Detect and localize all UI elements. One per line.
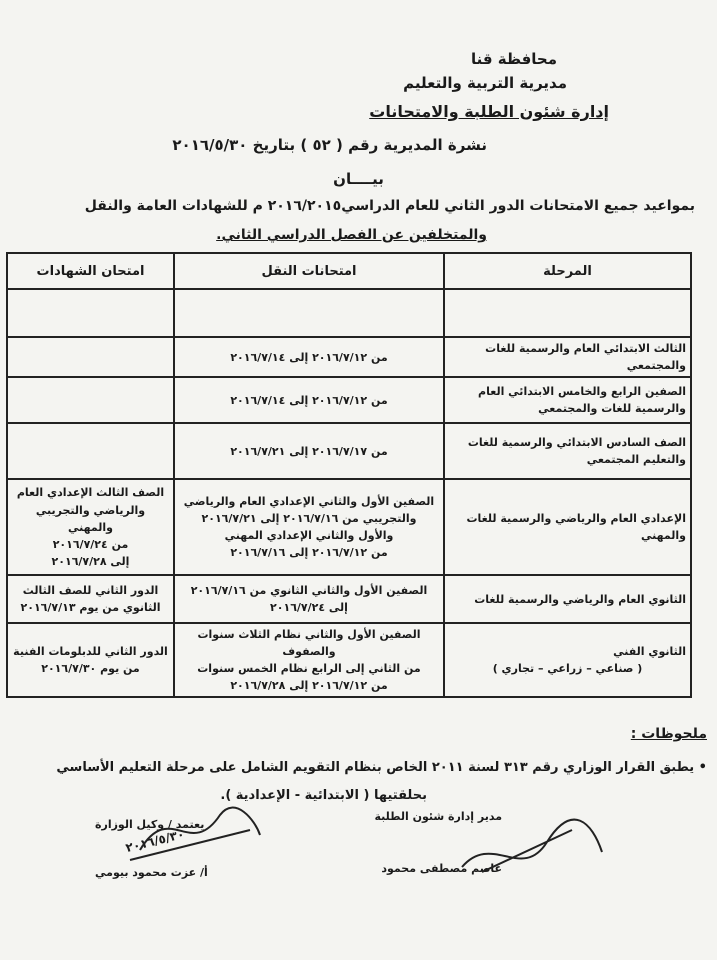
table-row	[7, 337, 691, 377]
table-header-row	[7, 253, 691, 289]
cell-transfer-line: من ٢٠١٦/٧/١٢ إلى ٢٠١٦/٧/١٤	[230, 393, 388, 407]
table-row	[7, 575, 691, 623]
cell-transfer-line: إلى ٢٠١٦/٧/٢٤	[270, 601, 348, 615]
governorate-title: محافظة قنا	[470, 50, 557, 68]
table-row	[7, 479, 691, 575]
signature-right-name: عاصم مصطفى محمود	[381, 862, 502, 875]
table-row	[7, 623, 691, 697]
cell-transfer-line: الصفين الأول والثاني الثانوي من ٢٠١٦/٧/١٦	[190, 584, 428, 598]
table-body	[7, 289, 691, 697]
cell-transfer	[174, 423, 444, 479]
cell-certificate	[7, 575, 174, 623]
cell-transfer-line: من ٢٠١٦/٧/١٢ إلى ٢٠١٦/٧/١٤	[230, 350, 388, 364]
department-title: إدارة شئون الطلبة والامتحانات	[369, 102, 609, 121]
signature-left-title: يعتمد / وكيل الوزارة	[95, 818, 205, 831]
cell-stage	[444, 337, 691, 377]
cell-transfer-line: من ٢٠١٦/٧/١٧ إلى ٢٠١٦/٧/٢١	[230, 444, 388, 458]
cell-certificate	[7, 479, 174, 575]
note-line-2: بحلقتيها ( الابتدائية - الإعدادية ).	[220, 788, 427, 803]
handwritten-date: ٢٠١٦/٥/٣٠	[124, 826, 186, 856]
cell-transfer-line: والأول والثاني الإعدادي المهني	[224, 529, 394, 543]
cell-transfer	[174, 377, 444, 423]
cell-certificate-line: الثانوي من يوم ٢٠١٦/٧/١٣	[20, 601, 161, 615]
cell-certificate-line: الدور الثاني للصف الثالث	[22, 584, 159, 598]
cell-stage	[444, 479, 691, 575]
cell-stage	[444, 289, 691, 337]
cell-stage	[444, 575, 691, 623]
table-row	[7, 377, 691, 423]
cell-certificate-line: الدور الثاني للدبلومات الفنية	[13, 645, 168, 659]
table-row	[7, 289, 691, 337]
cell-certificate	[7, 337, 174, 377]
cell-stage-line: الصفين الرابع والخامس الابتدائي العام والرسمية للغات والمجتمعي	[478, 385, 686, 416]
cell-stage-line: الصف السادس الابتدائي والرسمية للغات والتعليم المجتمعي	[467, 436, 686, 467]
subject-line-1: بمواعيد جميع الامتحانات الدور الثاني للعام الدراسي٢٠١٦/٢٠١٥ م للشهادات العامة والنقل	[84, 198, 695, 214]
signature-right-title: مدير إدارة شئون الطلبة	[374, 810, 502, 823]
cell-certificate-line: الصف الثالث الإعدادي العام	[16, 486, 165, 500]
cell-stage	[444, 423, 691, 479]
cell-stage-line: الثانوي العام والرياضي والرسمية للغات	[474, 592, 686, 606]
cell-stage-line: الإعدادي العام والرياضي والرسمية للغات والمهني	[466, 512, 686, 543]
exam-schedule-table	[6, 252, 692, 698]
cell-transfer-line: من ٢٠١٦/٧/١٢ إلى ٢٠١٦/٧/١٦	[230, 546, 388, 560]
cell-transfer	[174, 623, 444, 697]
handwritten-signature-left	[120, 790, 270, 870]
statement-title: بيــــان	[333, 170, 384, 188]
cell-transfer	[174, 479, 444, 575]
notes-title: ملحوظات :	[630, 726, 707, 742]
cell-certificate	[7, 377, 174, 423]
cell-stage-line: ( صناعي – زراعي – تجاري )	[492, 662, 643, 676]
directorate-title: مديرية التربية والتعليم	[403, 74, 567, 92]
handwritten-signature-right	[452, 812, 612, 882]
cell-stage	[444, 623, 691, 697]
cell-transfer-line: والتجريبي من ٢٠١٦/٧/١٦ إلى ٢٠١٦/٧/٢١	[201, 512, 417, 526]
table-row	[7, 423, 691, 479]
cell-certificate	[7, 289, 174, 337]
cell-certificate-line: إلى ٢٠١٦/٧/٢٨	[51, 554, 130, 568]
cell-transfer-line: من الثاني إلى الرابع نظام الخمس سنوات	[197, 662, 421, 676]
signature-left-name: أ/ عزت محمود بيومي	[95, 866, 208, 879]
subject-line-2: والمتخلفين عن الفصل الدراسي الثاني.	[216, 227, 487, 243]
cell-certificate-line: من يوم ٢٠١٦/٧/٣٠	[41, 662, 140, 676]
bulletin-number: نشرة المديرية رقم ( ٥٢ ) بتاريخ ٢٠١٦/٥/٣٠	[172, 136, 487, 154]
header-certificates: امتحان الشهادات	[7, 253, 174, 289]
cell-transfer-line: الصفين الأول والثاني نظام الثلاث سنوات والصفوف	[197, 628, 421, 659]
cell-stage	[444, 377, 691, 423]
cell-certificate-line: والرياضي والتجريبي والمهني	[35, 503, 146, 534]
note-line-1: • يطبق القرار الوزاري رقم ٣١٣ لسنة ٢٠١١ الخاص بنظام التقويم الشامل على مرحلة التعليم الأساسي	[56, 760, 707, 775]
cell-transfer	[174, 337, 444, 377]
cell-transfer	[174, 289, 444, 337]
cell-stage-line: الثانوي الفني	[613, 645, 686, 659]
cell-transfer	[174, 575, 444, 623]
cell-certificate	[7, 623, 174, 697]
header-transfer: امتحانات النقل	[174, 253, 444, 289]
cell-transfer-line: الصفين الأول والثاني الإعدادي العام والرياضي	[183, 495, 435, 508]
header-stage: المرحلة	[444, 253, 691, 289]
cell-stage-line: الثالث الابتدائي العام والرسمية للغات والمجتمعي	[485, 342, 686, 373]
cell-transfer-line: من ٢٠١٦/٧/١٢ إلى ٢٠١٦/٧/٢٨	[230, 679, 388, 693]
cell-certificate-line: من ٢٠١٦/٧/٢٤	[52, 537, 129, 551]
cell-certificate	[7, 423, 174, 479]
